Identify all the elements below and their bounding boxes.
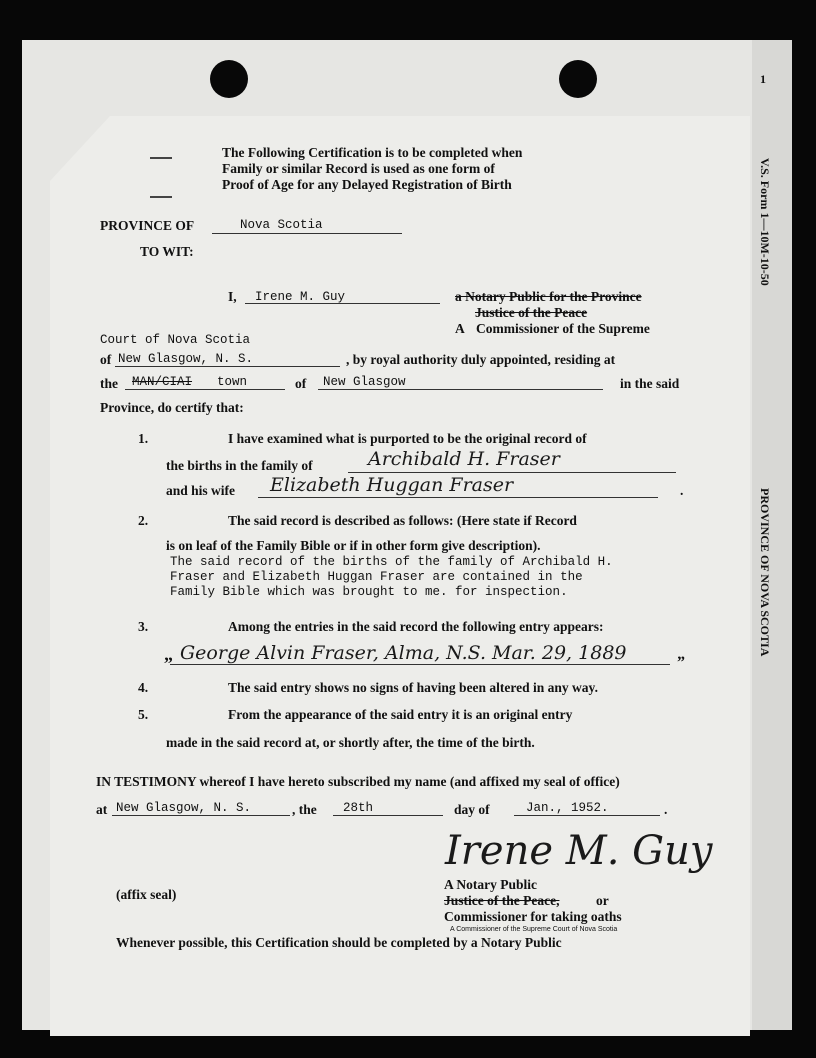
item-4-number: 4. [138,680,149,695]
court-value: Court of Nova Scotia [100,333,251,347]
item-1-period: . [680,483,684,498]
at-underline [112,815,290,816]
margin-dash [150,196,172,198]
month-underline [514,815,660,816]
notary-title: A Notary Public [444,877,537,892]
province-label: PROVINCE OF [100,218,195,233]
justice-title: Justice of the Peace, [444,893,560,908]
header-line-2: Family or similar Record is used as one form of [222,161,495,176]
testimony-end: . [664,802,668,817]
page-mark: 1 [760,72,766,86]
day-underline [333,815,443,816]
province-value: Nova Scotia [240,218,323,232]
commissioner-label: Commissioner of the Supreme [476,321,650,336]
item-2-typed-1: The said record of the births of the family of Archibald H. [170,555,613,569]
province-title: PROVINCE OF NOVA SCOTIA [758,488,772,657]
father-underline [348,472,676,473]
item-1-text-b: the births in the family of [166,458,313,473]
justice-struck: Justice of the Peace [475,305,588,320]
the-struck: MAN/CIAI [132,375,193,389]
signature: Irene M. Guy [445,828,713,874]
affix-seal: (affix seal) [116,887,177,902]
of2-underline [318,389,603,390]
the-underline [125,389,285,390]
punch-hole-right [559,60,597,98]
item-2-typed-3: Family Bible which was brought to me. for inspection. [170,585,568,599]
item-5-number: 5. [138,707,149,722]
item-2-typed-2: Fraser and Elizabeth Huggan Fraser are contained in the [170,570,583,584]
authority-text: , by royal authority duly appointed, residing at [346,352,616,367]
testimony-line: IN TESTIMONY whereof I have hereto subscribed my name (and affixed my seal of office) [96,774,620,789]
of-underline [115,366,340,367]
day-of-label: day of [454,802,490,817]
in-said: in the said [620,376,680,391]
item-1-text-a: I have examined what is purported to be the original record of [228,431,587,446]
month-value: Jan., 1952. [526,801,609,815]
header-line-1: The Following Certification is to be completed when [222,145,523,160]
province-underline [212,233,402,234]
birth-entry: George Alvin Fraser, Alma, N.S. Mar. 29, 1889 [180,642,627,664]
item-5-text-b: made in the said record at, or shortly after, the time of the birth. [166,735,535,750]
i-prefix: I, [228,289,237,304]
at-value: New Glasgow, N. S. [116,801,252,815]
item-4-text: The said entry shows no signs of having been altered in any way. [228,680,598,695]
commissioner-stamp: A Commissioner of the Supreme Court of Nova Scotia [450,926,618,933]
close-quote: ” [677,654,685,671]
open-quote: „ [164,644,173,664]
mother-name: Elizabeth Huggan Fraser [270,474,514,496]
the-value: town [217,375,248,389]
item-2-text-b: is on leaf of the Family Bible or if in other form give description). [166,538,541,553]
header-line-3: Proof of Age for any Delayed Registration of Birth [222,177,512,192]
item-2-number: 2. [138,513,149,528]
entry-underline [170,664,670,665]
item-3-text: Among the entries in the said record the following entry appears: [228,619,604,634]
item-5-text-a: From the appearance of the said entry it is an original entry [228,707,573,722]
item-2-text-a: The said record is described as follows: (Here state if Record [228,513,577,528]
punch-hole-left [210,60,248,98]
the-day-label: , the [292,802,317,817]
of-value: New Glasgow, N. S. [118,352,254,366]
of2-value: New Glasgow [323,375,406,389]
mother-underline [258,497,658,498]
item-1-number: 1. [138,431,149,446]
name-underline [245,303,440,304]
commissioner-title: Commissioner for taking oaths [444,909,622,924]
item-3-number: 3. [138,619,149,634]
day-value: 28th [343,801,374,815]
footer-note: Whenever possible, this Certification should be completed by a Notary Public [116,935,562,950]
item-1-text-c: and his wife [166,483,236,498]
form-code: V.S. Form 1—10M-10-50 [758,158,772,286]
notary-struck: a Notary Public for the Province [455,289,642,304]
declarant-name: Irene M. Guy [255,290,346,304]
commissioner-prefix: A [455,321,465,336]
to-wit: TO WIT: [140,244,194,259]
of-label: of [100,352,112,367]
of2-label: of [295,376,307,391]
province-line: Province, do certify that: [100,400,244,415]
margin-dash [150,157,172,159]
the-label: the [100,376,118,391]
or-text: or [596,893,609,908]
at-label: at [96,802,108,817]
father-name: Archibald H. Fraser [368,448,560,470]
